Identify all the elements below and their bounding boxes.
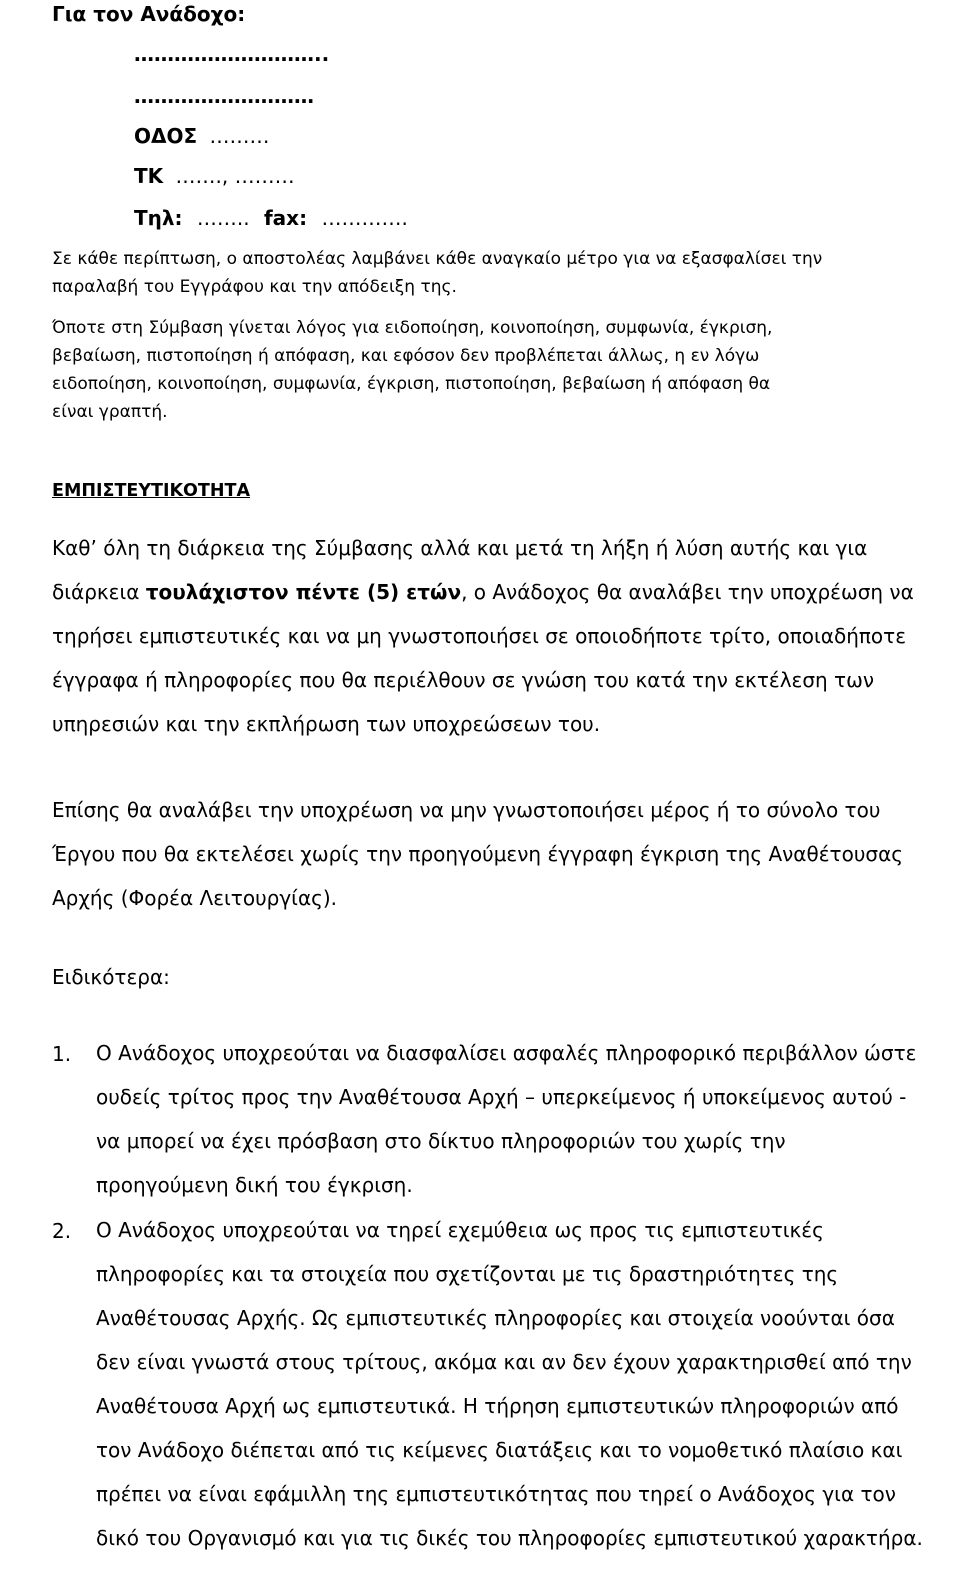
paragraph-line: Όποτε στη Σύμβαση γίνεται λόγος για ειδοποίηση, κοινοποίηση, συμφωνία, έγκριση, [52,318,773,338]
paragraph-line: προηγούμενη δική του έγκριση. [96,1173,413,1197]
fax-label: fax: [263,206,308,230]
zip-line [134,164,295,188]
paragraph-line: ουδείς τρίτος προς την Αναθέτουσα Αρχή – υπερκείμενος ή υποκείμενος αυτού - [96,1085,907,1109]
list-item [96,1031,916,1207]
zip-value: ……., ……… [175,164,295,188]
street-label: ΟΔΟΣ [134,124,198,148]
specifically-label: Ειδικότερα: [52,965,170,989]
phone-fax-line [134,206,408,230]
zip-label: ΤΚ [134,164,164,188]
confidentiality-heading: ΕΜΠΙΣΤΕΥΤΙΚΟΤΗΤΑ [52,481,250,501]
paragraph-line: βεβαίωση, πιστοποίηση ή απόφαση, και εφόσον δεν προβλέπεται άλλως, η εν λόγω [52,346,760,366]
written-notices-paragraph [52,314,772,426]
list-item [96,1208,923,1560]
paragraph-line: ειδοποίηση, κοινοποίηση, συμφωνία, έγκριση, πιστοποίηση, βεβαίωση ή απόφαση θα [52,374,771,394]
paragraph-line: υπηρεσιών και την εκπλήρωση των υποχρεώσεων του. [52,712,601,736]
paragraph-line: Επίσης θα αναλάβει την υποχρέωση να μην γνωστοποιήσει μέρος ή το σύνολο του [52,798,881,822]
paragraph-line: Σε κάθε περίπτωση, ο αποστολέας λαμβάνει κάθε αναγκαίο μέτρο για να εξασφαλίσει την [52,249,823,269]
contractor-heading: Για τον Ανάδοχο: [52,2,246,26]
phone-value: …….. [196,206,250,230]
paragraph-line: πληροφορίες και τα στοιχεία που σχετίζονται με τις δραστηριότητες της [96,1262,839,1286]
street-line [134,124,270,148]
confidentiality-paragraph-1 [52,526,914,746]
list-item-number: 1. [52,1042,72,1066]
phone-label: Τηλ: [134,206,183,230]
paragraph-line: Ο Ανάδοχος υποχρεούται να διασφαλίσει ασφαλές πληροφορικό περιβάλλον ώστε [96,1041,917,1065]
paragraph-line: Αναθέτουσας Αρχής. Ως εμπιστευτικές πληροφορίες και στοιχεία νοούνται όσα [96,1306,895,1330]
contractor-address-placeholder: ……………………… [134,84,314,108]
paragraph-line: Ο Ανάδοχος υποχρεούται να τηρεί εχεμύθεια ως προς τις εμπιστευτικές [96,1218,824,1242]
paragraph-line: τον Ανάδοχο διέπεται από τις κείμενες διατάξεις και το νομοθετικό πλαίσιο και [96,1438,903,1462]
paragraph-line: έγγραφα ή πληροφορίες που θα περιέλθουν σε γνώση του κατά την εκτέλεση των [52,668,875,692]
delivery-paragraph [52,245,822,301]
text-run: διάρκεια [52,580,146,604]
paragraph-line: δεν είναι γνωστά στους τρίτους, ακόμα και αν δεν έχουν χαρακτηρισθεί από την [96,1350,912,1374]
street-value: ……… [209,124,270,148]
confidentiality-paragraph-2 [52,788,903,920]
paragraph-line [52,570,914,614]
paragraph-line: Έργου που θα εκτελέσει χωρίς την προηγούμενη έγγραφη έγκριση της Αναθέτουσας [52,842,903,866]
paragraph-line: Καθ’ όλη τη διάρκεια της Σύμβασης αλλά και μετά τη λήξη ή λύση αυτής και για [52,536,868,560]
paragraph-line: πρέπει να είναι εφάμιλλη της εμπιστευτικότητας που τηρεί ο Ανάδοχος για τον [96,1482,896,1506]
paragraph-line: Αναθέτουσα Αρχή ως εμπιστευτικά. Η τήρηση εμπιστευτικών πληροφοριών από [96,1394,899,1418]
paragraph-line: είναι γραπτή. [52,402,168,422]
text-run: , ο Ανάδοχος θα αναλάβει την υποχρέωση να [461,580,914,604]
paragraph-line: τηρήσει εμπιστευτικές και να μη γνωστοποιήσει σε οποιοδήποτε τρίτο, οποιαδήποτε [52,624,907,648]
paragraph-line: να μπορεί να έχει πρόσβαση στο δίκτυο πληροφοριών του χωρίς την [96,1129,786,1153]
list-item-number: 2. [52,1219,72,1243]
paragraph-line: δικό του Οργανισμό και για τις δικές του πληροφορίες εμπιστευτικού χαρακτήρα. [96,1526,923,1550]
fax-value: …………. [321,206,408,230]
paragraph-line: Αρχής (Φορέα Λειτουργίας). [52,886,338,910]
paragraph-line: παραλαβή του Εγγράφου και την απόδειξη της. [52,277,457,297]
contractor-name-placeholder: ……………………….. [134,42,330,66]
emphasis-duration: τουλάχιστον πέντε (5) ετών [145,580,462,604]
